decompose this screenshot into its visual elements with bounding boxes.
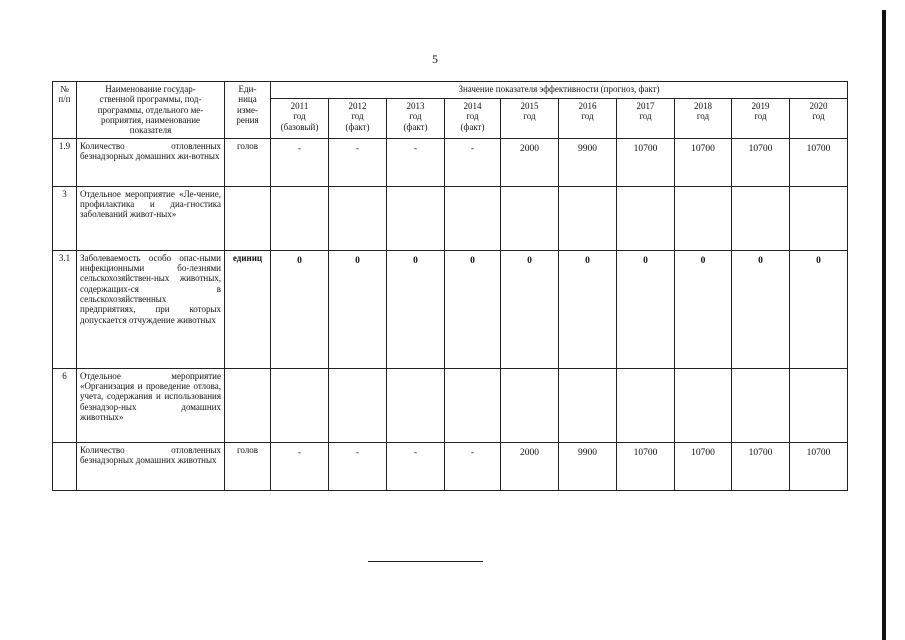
header-year: 2017 год — [617, 98, 675, 138]
indicator-value — [675, 186, 732, 250]
indicator-value: - — [329, 138, 387, 186]
indicator-value — [501, 186, 559, 250]
table-row — [53, 138, 848, 186]
indicator-value — [329, 368, 387, 442]
table-row — [53, 186, 848, 250]
indicator-name: Отдельное мероприятие «Ле-чение, профилактика и диа-гностика заболеваний живот-ных» — [77, 186, 225, 250]
indicator-value — [387, 186, 445, 250]
indicator-value: 10700 — [675, 442, 732, 490]
indicator-value: 10700 — [790, 138, 848, 186]
indicator-value: 0 — [271, 250, 329, 368]
indicator-value: 9900 — [559, 138, 617, 186]
indicator-value: 9900 — [559, 442, 617, 490]
table-body — [53, 138, 848, 490]
indicator-value: 2000 — [501, 442, 559, 490]
page-edge-rule — [882, 10, 886, 640]
indicator-value: 0 — [732, 250, 790, 368]
row-number: 3 — [53, 186, 77, 250]
indicator-value: 0 — [445, 250, 501, 368]
unit-of-measure: голов — [225, 442, 271, 490]
indicator-value: 10700 — [617, 442, 675, 490]
unit-of-measure: голов — [225, 138, 271, 186]
header-year: 2019 год — [732, 98, 790, 138]
indicator-value: - — [329, 442, 387, 490]
page-number: 5 — [432, 52, 438, 66]
header-unit: Еди- ница изме- рения — [225, 82, 271, 139]
header-row-1 — [53, 82, 848, 99]
indicator-value — [617, 186, 675, 250]
header-num: № п/п — [53, 82, 77, 139]
indicator-value — [271, 368, 329, 442]
indicator-value: 0 — [559, 250, 617, 368]
header-year: 2013 год (факт) — [387, 98, 445, 138]
indicator-value: 0 — [617, 250, 675, 368]
indicator-value — [732, 186, 790, 250]
footnote-separator — [368, 561, 483, 562]
header-year: 2011 год (базовый) — [271, 98, 329, 138]
indicator-value: 0 — [675, 250, 732, 368]
indicators-table — [52, 81, 848, 491]
indicator-value — [445, 186, 501, 250]
header-name: Наименование государ- ственной программы, под- программы, отдельного ме- роприятия, наименование показателя — [77, 82, 225, 139]
indicator-value: - — [271, 442, 329, 490]
indicator-value: - — [387, 138, 445, 186]
indicator-value: 10700 — [732, 138, 790, 186]
indicator-value: 0 — [501, 250, 559, 368]
indicator-value: 2000 — [501, 138, 559, 186]
indicator-value — [559, 368, 617, 442]
indicator-value: 10700 — [790, 442, 848, 490]
indicator-name: Заболеваемость особо опас-ными инфекционными бо-лезнями сельскохозяйствен-ных животных, содержащих-ся в сельскохозяйственных предприятиях, при которых допускается отчуждение животных — [77, 250, 225, 368]
indicator-value: 10700 — [732, 442, 790, 490]
indicator-value: - — [445, 138, 501, 186]
header-values-title: Значение показателя эффективности (прогноз, факт) — [271, 82, 848, 99]
row-number: 6 — [53, 368, 77, 442]
row-number: 3.1 — [53, 250, 77, 368]
unit-of-measure: единиц — [225, 250, 271, 368]
indicator-value — [675, 368, 732, 442]
row-number — [53, 442, 77, 490]
indicator-value: 10700 — [617, 138, 675, 186]
indicator-name: Количество отловленных безнадзорных домашних жи-вотных — [77, 138, 225, 186]
header-year: 2018 год — [675, 98, 732, 138]
indicator-value: 0 — [387, 250, 445, 368]
indicator-value: - — [445, 442, 501, 490]
row-number: 1.9 — [53, 138, 77, 186]
unit-of-measure — [225, 368, 271, 442]
header-year: 2016 год — [559, 98, 617, 138]
indicator-name: Количество отловленных безнадзорных домашних животных — [77, 442, 225, 490]
indicator-value — [732, 368, 790, 442]
indicator-value: 10700 — [675, 138, 732, 186]
indicator-value — [790, 368, 848, 442]
header-year: 2015 год — [501, 98, 559, 138]
indicator-value: - — [271, 138, 329, 186]
indicator-value — [271, 186, 329, 250]
indicator-name: Отдельное мероприятие «Организация и проведение отлова, учета, содержания и использования безнадзор-ных домашних животных» — [77, 368, 225, 442]
indicator-value — [445, 368, 501, 442]
table-row — [53, 442, 848, 490]
indicator-value — [559, 186, 617, 250]
unit-of-measure — [225, 186, 271, 250]
table-row — [53, 368, 848, 442]
indicator-value: 0 — [329, 250, 387, 368]
header-year: 2020 год — [790, 98, 848, 138]
indicator-value: - — [387, 442, 445, 490]
indicator-value — [790, 186, 848, 250]
table-row — [53, 250, 848, 368]
indicator-value — [501, 368, 559, 442]
header-year: 2012 год (факт) — [329, 98, 387, 138]
indicators-table-container — [52, 81, 847, 491]
indicator-value — [387, 368, 445, 442]
indicator-value — [329, 186, 387, 250]
indicator-value — [617, 368, 675, 442]
indicator-value: 0 — [790, 250, 848, 368]
header-year: 2014 год (факт) — [445, 98, 501, 138]
